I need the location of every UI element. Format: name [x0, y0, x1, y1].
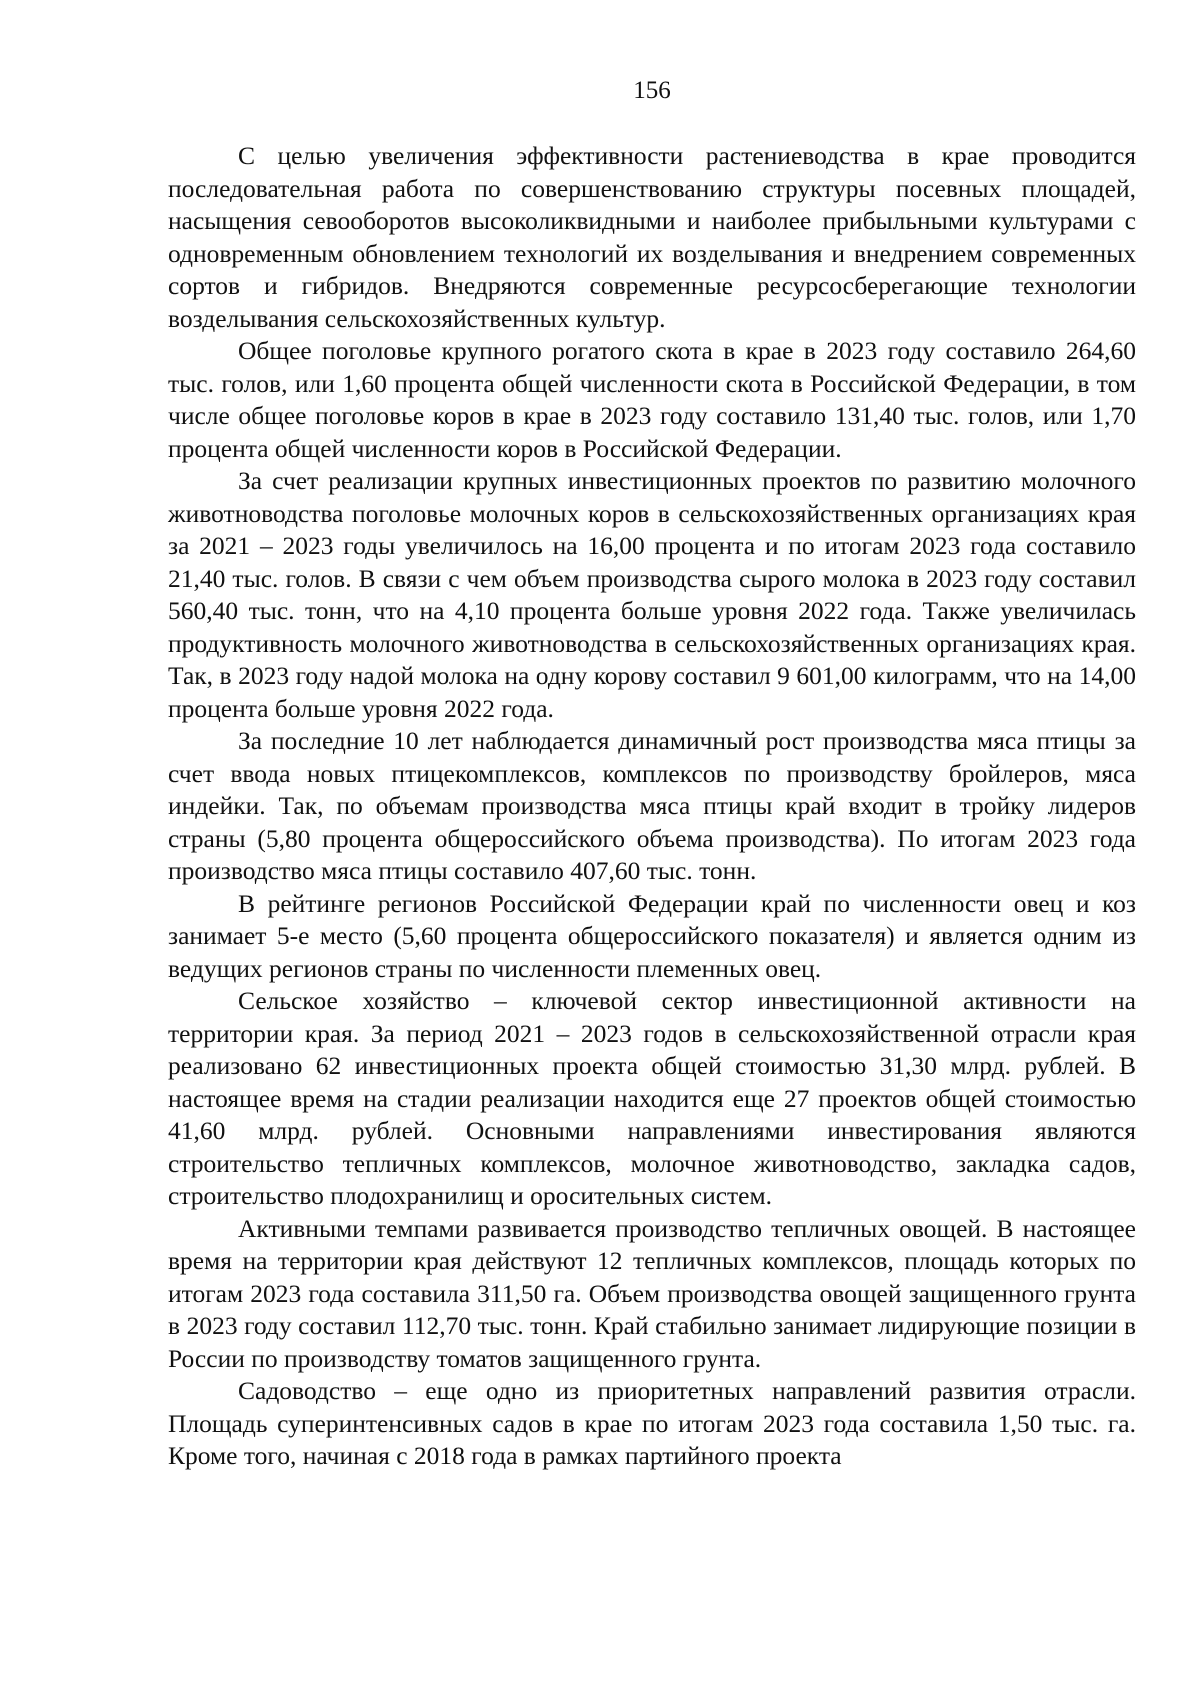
paragraph-poultry-meat: За последние 10 лет наблюдается динамичный рост производства мяса птицы за счет ввода новых птицекомплексов, комплексов по производству бройлеров, мяса индейки. Так, по объемам производства мяса птицы край входит в тройку лидеров страны (5,80 процента общероссийского объема производства). По итогам 2023 года производство мяса птицы составило 407,60 тыс. тонн. — [168, 726, 1136, 885]
paragraph-horticulture: Садоводство – еще одно из приоритетных направлений развития отрасли. Площадь суперинтенсивных садов в крае по итогам 2023 года составила 1,50 тыс. га. Кроме того, начиная с 2018 года в рамках партийного проекта — [168, 1376, 1136, 1470]
paragraph-crop-production: С целью увеличения эффективности растениеводства в крае проводится последовательная работа по совершенствованию структуры посевных площадей, насыщения севооборотов высоколиквидными и наиболее прибыльными культурами с одновременным обновлением технологий их возделывания и внедрением современных сортов и гибридов. Внедряются современные ресурсосберегающие технологии возделывания сельскохозяйственных культур. — [168, 141, 1136, 333]
paragraph-cattle-livestock: Общее поголовье крупного рогатого скота в крае в 2023 году составило 264,60 тыс. голов, или 1,60 процента общей численности скота в Российской Федерации, в том числе общее поголовье коров в крае в 2023 году составило 131,40 тыс. голов, или 1,70 процента общей численности коров в Российской Федерации. — [168, 336, 1136, 463]
paragraph-sheep-goats: В рейтинге регионов Российской Федерации край по численности овец и коз занимает 5-е место (5,60 процента общероссийского показателя) и является одним из ведущих регионов страны по численности племенных овец. — [168, 888, 1136, 983]
paragraph-dairy-farming: За счет реализации крупных инвестиционных проектов по развитию молочного животноводства поголовье молочных коров в сельскохозяйственных организациях края за 2021 – 2023 годы увеличилось на 16,00 процента и по итогам 2023 года составило 21,40 тыс. голов. В связи с чем объем производства сырого молока в 2023 году составил 560,40 тыс. тонн, что на 4,10 процента больше уровня 2022 года. Также увеличилась продуктивность молочного животноводства в сельскохозяйственных организациях края. Так, в 2023 году надой молока на одну корову составил 9 601,00 килограмм, что на 14,00 процента больше уровня 2022 года. — [168, 466, 1136, 723]
page-number: 156 — [633, 77, 671, 104]
body-text — [168, 140, 1136, 1473]
paragraph-greenhouse-vegetables: Активными темпами развивается производство тепличных овощей. В настоящее время на территории края действуют 12 тепличных комплексов, площадь которых по итогам 2023 года составила 311,50 га. Объем производства овощей защищенного грунта в 2023 году составил 112,70 тыс. тонн. Край стабильно занимает лидирующие позиции в России по производству томатов защищенного грунта. — [168, 1213, 1136, 1373]
paragraph-investment: Сельское хозяйство – ключевой сектор инвестиционной активности на территории края. За период 2021 – 2023 годов в сельскохозяйственной отрасли края реализовано 62 инвестиционных проекта общей стоимостью 31,30 млрд. рублей. В настоящее время на стадии реализации находится еще 27 проектов общей стоимостью 41,60 млрд. рублей. Основными направлениями инвестирования являются строительство тепличных комплексов, молочное животноводство, закладка садов, строительство плодохранилищ и оросительных систем. — [168, 986, 1136, 1210]
